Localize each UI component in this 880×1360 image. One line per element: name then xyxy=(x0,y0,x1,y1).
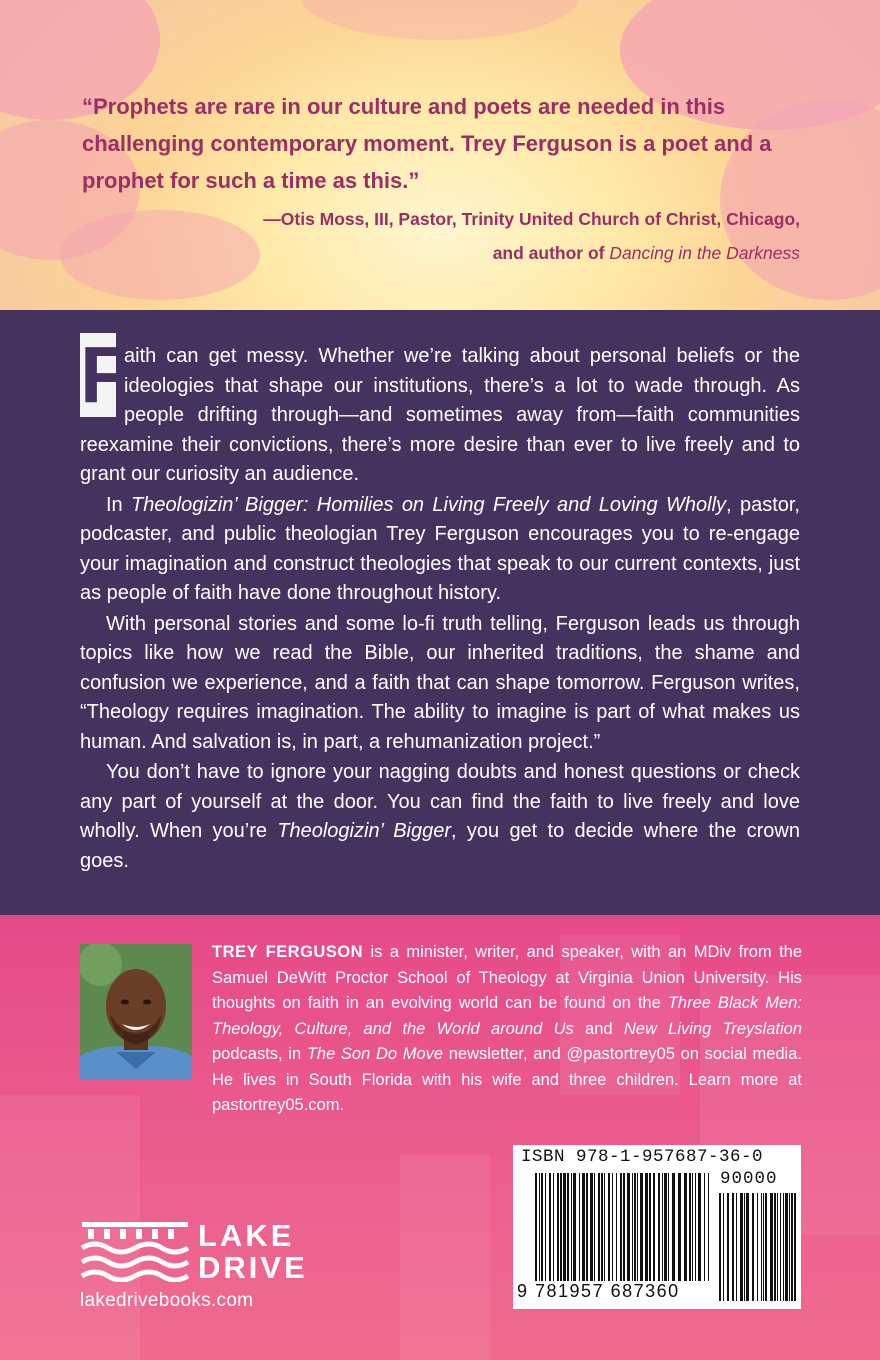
addon-bar xyxy=(780,1193,781,1301)
p4-rest: , you get to decide where the crown goes. xyxy=(80,820,800,872)
barcode-bar xyxy=(563,1173,566,1281)
barcode-bar xyxy=(658,1173,660,1281)
addon-bar xyxy=(727,1193,729,1301)
addon-bar xyxy=(763,1193,764,1301)
barcode-bar xyxy=(672,1173,675,1281)
description-paragraph-3: With personal stories and some lo-fi truth telling, Ferguson leads us through topics like how we read the Bible, our inherited traditions, the shame and confusion we experience, and a faith that can shape tomorrow. Ferguson writes, “Theology requires imagination. The ability to imagine is part of what makes us human. And salvation is, in part, a rehumanization project.” xyxy=(80,612,800,753)
bio-part-1: is a minister, writer, and speaker, with an MDiv from the Samuel DeWitt Proctor School of Theology at Virginia Union University. His thoughts on faith in an evolving world can be found on the xyxy=(212,943,803,1012)
publisher-name-line-2: DRIVE xyxy=(198,1250,308,1285)
barcode-bar xyxy=(608,1173,610,1281)
isbn-text: ISBN 978-1-957687-36-0 xyxy=(521,1147,764,1167)
description-paragraph-4 xyxy=(80,758,800,876)
addon-bar xyxy=(774,1193,776,1301)
barcode-bar xyxy=(616,1173,617,1281)
review-quote: “Prophets are rare in our culture and poets are needed in this challenging contemporary moment. Trey Ferguson is a poet and a prophet for such a time as this.” xyxy=(82,94,772,193)
barcode-bar xyxy=(653,1173,655,1281)
addon-bar xyxy=(785,1193,788,1301)
description-paragraph-2 xyxy=(80,491,800,609)
author-bio xyxy=(212,940,802,1119)
podcast-title-1: Three Black Men: Theology, Culture, and the World around Us xyxy=(212,994,802,1038)
barcode-bar xyxy=(664,1173,667,1281)
barcode-bar xyxy=(708,1173,709,1281)
barcode-bar xyxy=(704,1173,705,1281)
p1-text: aith can get messy. Whether we’re talking about personal beliefs or the ideologies that shape our institutions, there’s a lot to wade through. As people drifting through—and sometimes away from—faith communities reexamine their convictions, there’s more desire than ever to live freely and to grant our curiosity an audience. xyxy=(80,345,800,485)
addon-bar xyxy=(723,1193,724,1301)
lake-drive-wave-icon xyxy=(80,1220,190,1282)
barcode-bar xyxy=(649,1173,651,1281)
barcode-bar xyxy=(604,1173,605,1281)
addon-bar xyxy=(794,1193,796,1301)
addon-bar xyxy=(746,1193,749,1301)
addon-bar xyxy=(740,1193,743,1301)
addon-bar xyxy=(761,1193,762,1301)
barcode-bar xyxy=(598,1173,600,1281)
barcode-bar xyxy=(689,1173,691,1281)
addon-bar xyxy=(777,1193,778,1301)
bio-part-2: and xyxy=(573,1019,624,1038)
author-photo xyxy=(80,944,192,1079)
barcode-bar xyxy=(573,1173,576,1281)
publisher-name-line-1: LAKE xyxy=(198,1218,295,1253)
barcode-bar xyxy=(662,1173,663,1281)
addon-bar xyxy=(719,1193,721,1301)
addon-bar xyxy=(757,1193,758,1301)
description-paragraph-1 xyxy=(80,342,800,490)
barcode-bar xyxy=(590,1173,593,1281)
addon-bar xyxy=(732,1193,734,1301)
barcode-bar xyxy=(560,1173,562,1281)
addon-bar xyxy=(791,1193,793,1301)
addon-bar xyxy=(783,1193,784,1301)
barcode-bar xyxy=(553,1173,554,1281)
author-name: TREY FERGUSON xyxy=(212,943,364,961)
attribution-line-2 xyxy=(263,236,800,270)
barcode-bar xyxy=(684,1173,687,1281)
podcast-title-2: New Living Treyslation xyxy=(623,1019,802,1038)
p2-book-title: Theologizin’ Bigger: Homilies on Living Freely and Loving Wholly xyxy=(131,493,727,516)
bio-part-3: podcasts, in xyxy=(212,1045,307,1063)
addon-bar xyxy=(744,1193,745,1301)
barcode-bar xyxy=(586,1173,588,1281)
barcode-bar xyxy=(627,1173,630,1281)
newsletter-title: The Son Do Move xyxy=(306,1045,444,1063)
barcode-bar xyxy=(557,1173,559,1281)
attribution-book-title: Dancing in the Darkness xyxy=(609,243,800,263)
barcode-bar xyxy=(535,1173,537,1281)
barcode-bar xyxy=(645,1173,648,1281)
barcode-bar xyxy=(567,1173,569,1281)
barcode-digits: 9 781957 687360 xyxy=(517,1281,680,1301)
publisher-url: lakedrivebooks.com xyxy=(80,1290,254,1311)
barcode-bar xyxy=(695,1173,696,1281)
author-portrait-icon xyxy=(80,944,192,1079)
addon-bar xyxy=(752,1193,754,1301)
barcode-bar xyxy=(632,1173,633,1281)
barcode-bar xyxy=(637,1173,638,1281)
attribution-line-1: —Otis Moss, III, Pastor, Trinity United Church of Christ, Chicago, xyxy=(263,209,800,229)
addon-bar xyxy=(765,1193,767,1301)
barcode-bar xyxy=(692,1173,693,1281)
barcode-bar xyxy=(545,1173,546,1281)
barcode-bar xyxy=(620,1173,622,1281)
barcode-bar xyxy=(668,1173,669,1281)
isbn-barcode xyxy=(513,1145,801,1309)
barcode-bar xyxy=(634,1173,636,1281)
p4-prefix: You don’t have to ignore your nagging doubts and honest questions or check any part of yourself at the door. You can find the faith to live freely and love wholly. When you’re xyxy=(80,761,800,842)
barcode-bar xyxy=(640,1173,643,1281)
barcode-bar xyxy=(623,1173,625,1281)
barcode-bar xyxy=(678,1173,681,1281)
quote-section xyxy=(0,0,880,310)
barcode-bar xyxy=(539,1173,540,1281)
barcode-bar xyxy=(541,1173,543,1281)
p2-prefix: In xyxy=(106,493,132,516)
barcode-bar xyxy=(612,1173,613,1281)
addon-bar xyxy=(770,1193,773,1301)
p2-rest: , pastor, podcaster, and public theologian Trey Ferguson encourages you to re-engage your imagination and construct theologies that speak to our current contexts, just as people of faith have done throughout history. xyxy=(80,493,800,604)
book-description xyxy=(80,342,800,876)
p4-book-title: Theologizin’ Bigger xyxy=(277,820,452,842)
barcode-bar xyxy=(579,1173,580,1281)
addon-bar xyxy=(789,1193,790,1301)
price-code: 90000 xyxy=(720,1169,778,1189)
addon-bar xyxy=(736,1193,737,1301)
drop-cap: F xyxy=(80,330,129,419)
barcode-bar xyxy=(571,1173,572,1281)
barcode-bar xyxy=(698,1173,701,1281)
bio-part-4: newsletter, and @pastortrey05 on social media. He lives in South Florida with his wife and three children. Learn more at pastortrey05.com. xyxy=(212,1045,802,1114)
barcode-bar xyxy=(549,1173,551,1281)
barcode-bar xyxy=(601,1173,603,1281)
barcode-bar xyxy=(594,1173,595,1281)
attribution-prefix: and author of xyxy=(492,243,610,263)
quote-attribution xyxy=(263,202,800,270)
barcode-bar xyxy=(582,1173,585,1281)
